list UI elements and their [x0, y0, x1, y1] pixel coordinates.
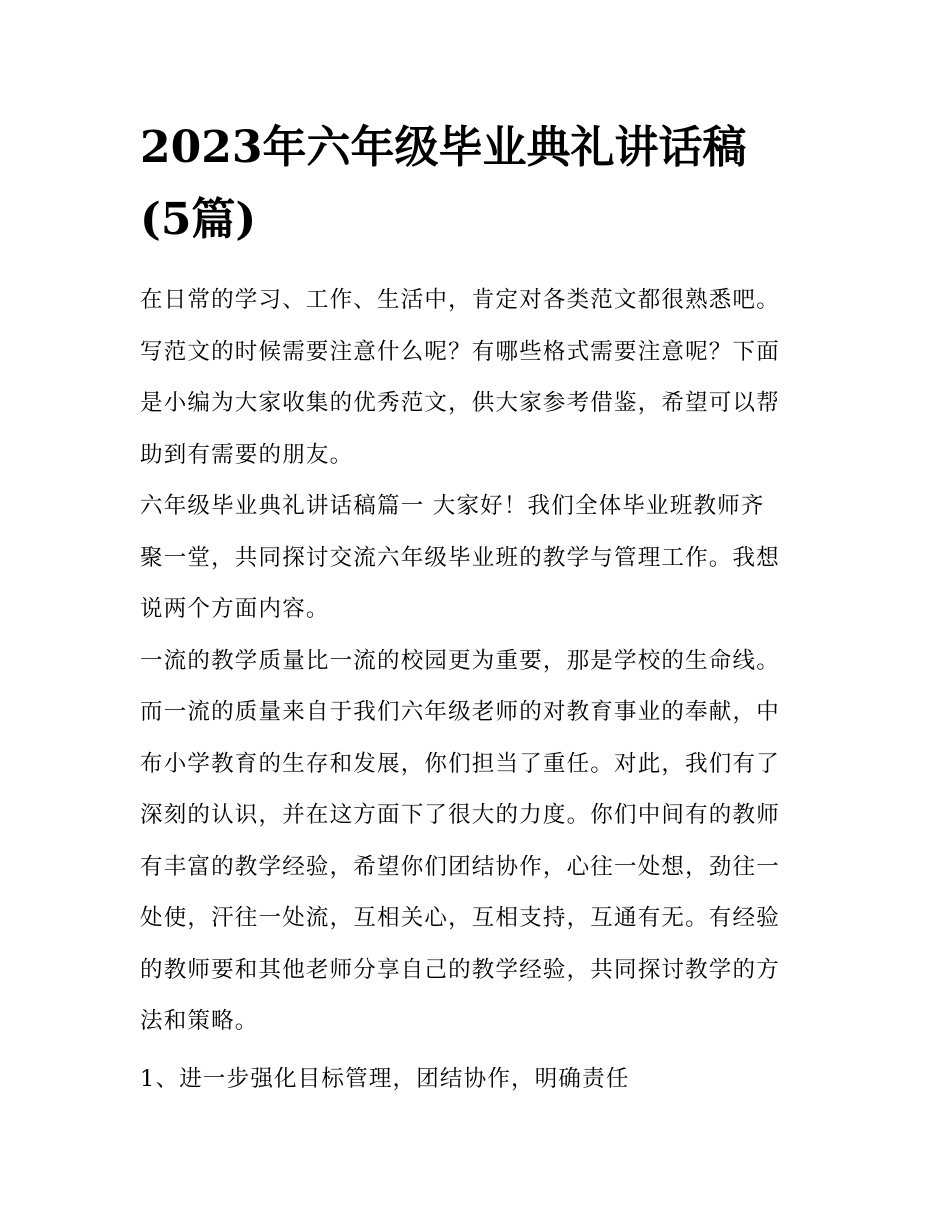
list-item — [140, 1054, 820, 1106]
intro-paragraph — [140, 275, 820, 481]
text-line: 说两个方面内容。 — [140, 596, 330, 622]
title-line: (5篇) — [140, 194, 257, 245]
text-line: 的教师要和其他老师分享自己的教学经验，共同探讨教学的方 — [140, 956, 780, 983]
page-title — [140, 112, 820, 256]
text-line: 布小学教育的生存和发展，你们担当了重任。对此，我们有了 — [140, 750, 780, 777]
teaching-quality-paragraph — [140, 636, 820, 1048]
speech-opening-paragraph — [140, 481, 820, 636]
text-line: 聚一堂，共同探讨交流六年级毕业班的教学与管理工作。我想 — [140, 544, 780, 571]
text-line: 在日常的学习、工作、生活中，肯定对各类范文都很熟悉吧。 — [140, 287, 780, 313]
text-line: 一流的教学质量比一流的校园更为重要，那是学校的生命线。 — [140, 647, 780, 674]
text-line: 而一流的质量来自于我们六年级老师的对教育事业的奉献，中 — [140, 699, 780, 725]
document-body — [140, 275, 820, 1105]
text-line: 是小编为大家收集的优秀范文，供大家参考借鉴，希望可以帮 — [140, 390, 780, 416]
text-line: 六年级毕业典礼讲话稿篇一 大家好！我们全体毕业班教师齐 — [140, 493, 765, 519]
text-line: 助到有需要的朋友。 — [140, 441, 354, 468]
title-line: 2023年六年级毕业典礼讲话稿 — [140, 122, 747, 173]
text-line: 法和策略。 — [140, 1008, 259, 1034]
text-line: 有丰富的教学经验，希望你们团结协作，心往一处想，劲往一 — [140, 853, 780, 880]
text-line: 处使，汗往一处流，互相关心，互相支持，互通有无。有经验 — [140, 905, 780, 931]
text-line: 1、进一步强化目标管理，团结协作，明确责任 — [140, 1065, 630, 1092]
text-line: 深刻的认识，并在这方面下了很大的力度。你们中间有的教师 — [140, 802, 780, 828]
text-line: 写范文的时候需要注意什么呢？有哪些格式需要注意呢？下面 — [140, 338, 780, 365]
